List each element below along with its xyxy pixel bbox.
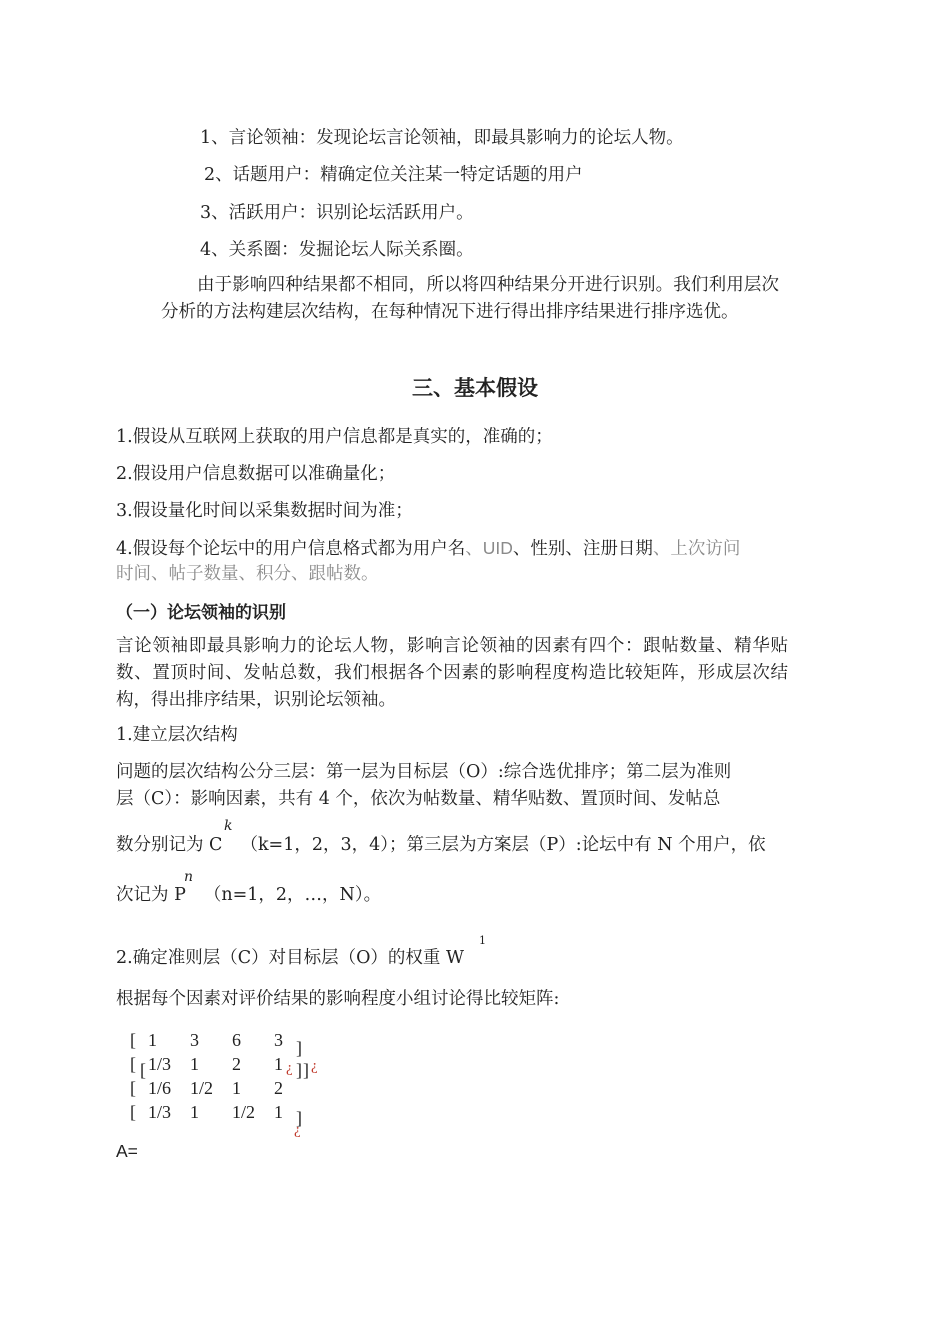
matrix-cell: 6 bbox=[232, 1030, 241, 1050]
assumption-1: 1.假设从互联网上获取的用户信息都是真实的，准确的； bbox=[116, 427, 553, 447]
structure-line-1: 问题的层次结构公分三层：第一层为目标层（O）:综合选优排序；第二层为准则 bbox=[116, 762, 732, 782]
intro-item-3: 3、活跃用户：识别论坛活跃用户。 bbox=[200, 203, 474, 223]
matrix-intro: 根据每个因素对评价结果的影响程度小组讨论得比较矩阵: bbox=[116, 989, 560, 1009]
intro-item-2: 2、话题用户：精确定位关注某一特定话题的用户 bbox=[204, 165, 583, 185]
assumption-4-grey-a: 、UID bbox=[465, 538, 513, 558]
structure-line-3-post: （k=1，2，3，4）；第三层为方案层（P）:论坛中有 N 个用户，依 bbox=[240, 835, 766, 855]
superscript-k: k bbox=[224, 818, 233, 834]
matrix-left-bracket: [ bbox=[130, 1102, 136, 1122]
step2-title: 2.确定准则层（C）对目标层（O）的权重 W bbox=[116, 948, 464, 968]
matrix-cell: 1/3 bbox=[148, 1102, 172, 1122]
subsection-title: （一）论坛领袖的识别 bbox=[116, 603, 286, 623]
matrix-right-bracket: ] bbox=[296, 1060, 302, 1080]
matrix-cell: 1 bbox=[232, 1078, 241, 1098]
matrix-cell: 1 bbox=[274, 1054, 283, 1074]
assumption-4-line2: 时间、帖子数量、积分、跟帖数。 bbox=[116, 564, 379, 584]
matrix-cell: 1/2 bbox=[232, 1102, 256, 1122]
matrix-right-bracket: ] bbox=[296, 1038, 302, 1058]
matrix-cell: 1/6 bbox=[148, 1078, 172, 1098]
matrix-inner-bracket: [ bbox=[140, 1060, 146, 1080]
intro-paragraph: 由于影响四种结果都不相同，所以将四种结果分开进行识别。我们利用层次分析的方法构建层次结构，在每种情况下进行得出排序结果进行排序选优。 bbox=[161, 275, 779, 322]
artifact-mark: ¿ bbox=[286, 1060, 293, 1076]
section-title: 三、基本假设 bbox=[412, 376, 538, 400]
structure-line-4 bbox=[116, 882, 381, 908]
matrix-cell: 1 bbox=[190, 1054, 199, 1074]
matrix-cell: 1 bbox=[148, 1030, 157, 1050]
intro-item-1: 1、言论领袖：发现论坛言论领袖，即最具影响力的论坛人物。 bbox=[200, 128, 684, 148]
matrix-right-bracket: ] bbox=[303, 1060, 309, 1080]
assumption-4-text-a: 4.假设每个论坛中的用户信息格式都为用户名 bbox=[116, 539, 466, 559]
superscript-n: n bbox=[184, 869, 194, 885]
matrix-label: A= bbox=[116, 1141, 138, 1161]
superscript-1: 1 bbox=[479, 934, 486, 947]
assumption-2: 2.假设用户信息数据可以准确量化； bbox=[116, 464, 396, 484]
matrix-cell: 1 bbox=[190, 1102, 199, 1122]
structure-line-4-post: （n=1，2，…，N）。 bbox=[203, 885, 382, 905]
structure-line-2: 层（C）：影响因素，共有 4 个，依次为帖数量、精华贴数、置顶时间、发帖总 bbox=[116, 789, 721, 809]
matrix-left-bracket: [ bbox=[130, 1078, 136, 1098]
matrix-cell: 1/3 bbox=[148, 1054, 172, 1074]
intro-item-4: 4、关系圈：发掘论坛人际关系圈。 bbox=[200, 240, 474, 260]
assumption-4-line1 bbox=[116, 535, 740, 562]
matrix-right-bracket: ] bbox=[296, 1108, 302, 1128]
step1-title: 1.建立层次结构 bbox=[116, 725, 238, 745]
matrix-cell: 2 bbox=[232, 1054, 241, 1074]
structure-line-3-pre: 数分别记为 C bbox=[116, 835, 223, 855]
matrix-cell: 1 bbox=[274, 1102, 283, 1122]
assumption-3: 3.假设量化时间以采集数据时间为准； bbox=[116, 501, 413, 521]
assumption-4-text-b: 、性别、注册日期 bbox=[512, 539, 653, 559]
assumption-4-grey-b: 、上次访问 bbox=[652, 539, 741, 559]
leader-paragraph: 言论领袖即最具影响力的论坛人物，影响言论领袖的因素有四个：跟帖数量、精华贴数、置顶时间、发帖总数，我们根据各个因素的影响程度构造比较矩阵，形成层次结构，得出排序结果，识别论坛领袖。 bbox=[116, 636, 788, 710]
matrix-left-bracket: [ bbox=[130, 1030, 136, 1050]
artifact-mark: ¿ bbox=[294, 1122, 301, 1138]
structure-line-3 bbox=[116, 832, 766, 858]
matrix-cell: 3 bbox=[274, 1030, 283, 1050]
structure-line-4-pre: 次记为 P bbox=[116, 885, 186, 905]
matrix-cell: 1/2 bbox=[190, 1078, 214, 1098]
artifact-mark: ¿ bbox=[311, 1058, 318, 1074]
matrix-cell: 2 bbox=[274, 1078, 283, 1098]
matrix-cell: 3 bbox=[190, 1030, 199, 1050]
matrix-left-bracket: [ bbox=[130, 1054, 136, 1074]
